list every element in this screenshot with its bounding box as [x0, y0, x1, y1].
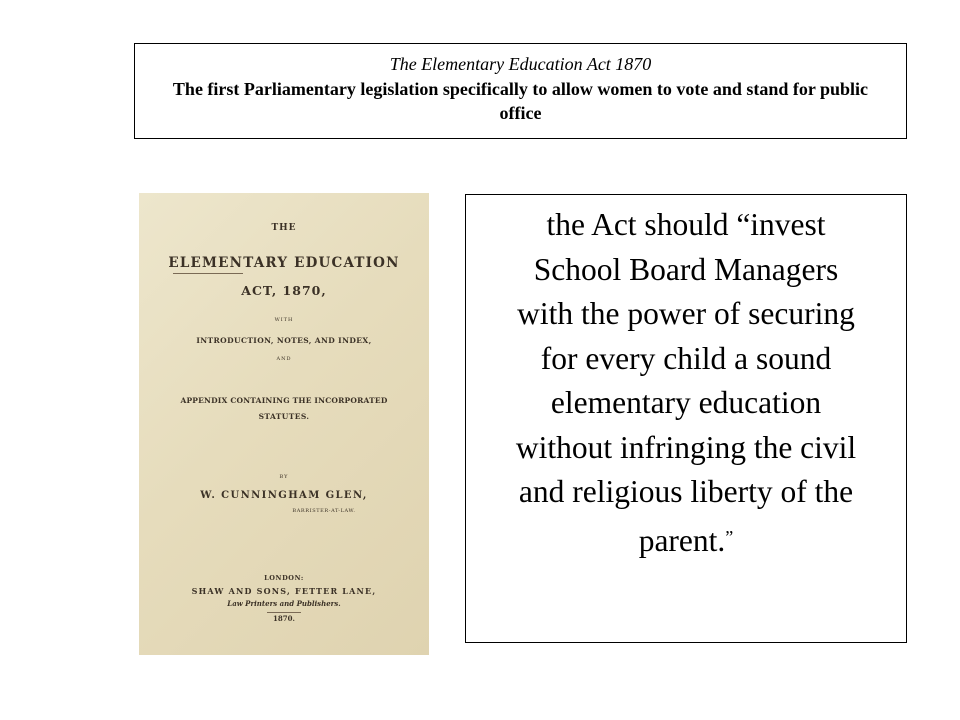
book-by: BY: [279, 474, 289, 480]
quote-body: the Act should “invest School Board Managers with the power of securing for every child a sound elementary education without infringing the civil and religious liberty of the parent.: [515, 207, 857, 558]
quote-close-mark: ”: [725, 526, 734, 547]
book-intro: INTRODUCTION, NOTES, AND INDEX,: [196, 336, 372, 345]
book-and: AND: [276, 356, 292, 362]
book-publisher: SHAW AND SONS, FETTER LANE,: [191, 586, 377, 596]
quote-box: [465, 194, 907, 643]
act-title: The Elementary Education Act 1870: [389, 54, 652, 74]
book-appendix: APPENDIX CONTAINING THE INCORPORATED: [180, 396, 388, 405]
book-year: 1870.: [273, 614, 295, 623]
book-author: W. CUNNINGHAM GLEN,: [200, 490, 368, 501]
book-with: WITH: [274, 317, 294, 323]
book-year-rule: [267, 612, 301, 613]
book-title-underline: [173, 273, 243, 274]
book-title-page-image: [139, 193, 429, 655]
book-late-printers: Law Printers and Publishers.: [227, 599, 341, 608]
book-the: THE: [271, 223, 297, 233]
act-description: The first Parliamentary legislation specifically to allow women to vote and stand for public office: [172, 79, 869, 123]
book-barrister: BARRISTER-AT-LAW.: [292, 508, 356, 514]
book-statutes: STATUTES.: [258, 412, 310, 421]
book-london: LONDON:: [264, 574, 304, 582]
book-act-year: ACT, 1870,: [241, 283, 327, 298]
header-box: [134, 43, 907, 139]
quote-text: [482, 203, 890, 563]
book-title: ELEMENTARY EDUCATION: [168, 255, 400, 271]
